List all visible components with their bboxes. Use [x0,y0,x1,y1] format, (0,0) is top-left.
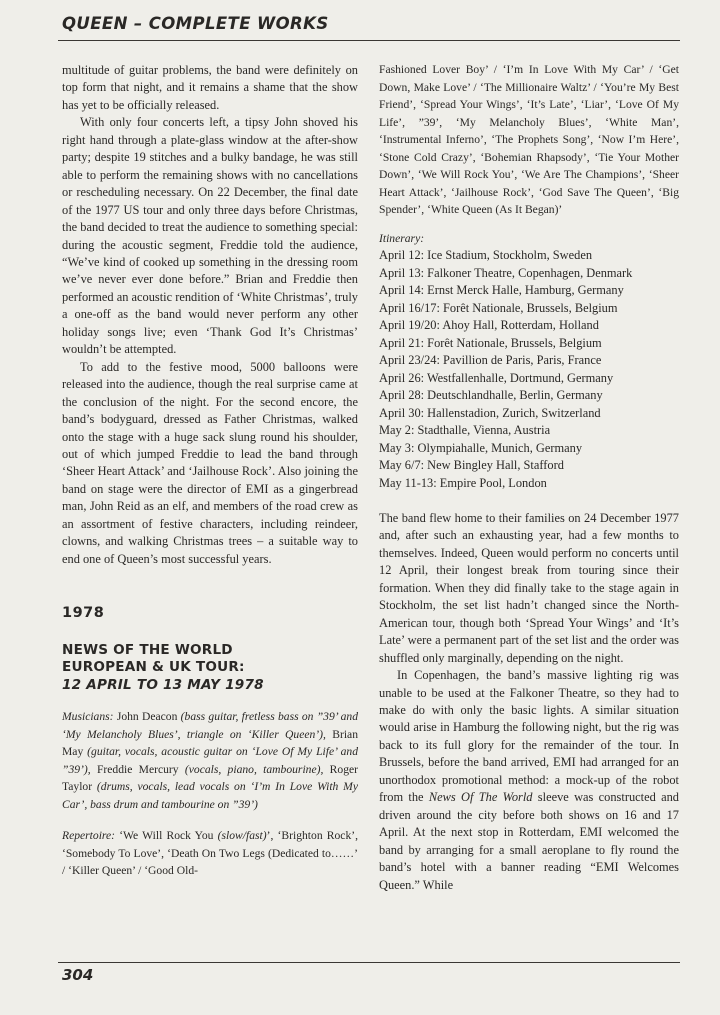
itinerary-item: April 30: Hallenstadion, Zurich, Switzerland [379,405,601,420]
repertoire-note: (slow/fast) [217,829,267,843]
left-column [62,62,358,880]
musicians-label: Musicians: [62,710,114,724]
itinerary-item: May 3: Olympiahalle, Munich, Germany [379,440,583,455]
itinerary-item: April 21: Forêt Nationale, Brussels, Belgium [379,335,602,350]
itinerary-item: April 16/17: Forêt Nationale, Brussels, Belgium [379,300,618,315]
musician-role: (bass guitar, fretless bass on ”39’ and ‘My Melancholy Blues’, triangle on ‘Killer Queen’), [62,710,358,741]
album-title: News Of The World [428,790,533,805]
itinerary-list [379,247,679,492]
musician-role: (drums, vocals, lead vocals on ‘I’m In Love With My Car’, bass drum and tambourine on ”39’) [62,780,358,811]
repertoire [62,827,358,880]
body-paragraph: With only four concerts left, a tipsy John shoved his right hand through a plate-glass window at the after-show party; despite 19 stitches and a bulky bandage, he was still able to perform the remaining shows with no cancellations or rescheduling necessary. On 22 December, the final date of the 1977 US tour and only three days before Christmas, the band decided to treat the audience to something special: during the acoustic segment, Freddie told the audience, “We’ve kind of cooked up something in the dressing room we’ve never ever done before.” Brian and Freddie then performed an acoustic rendition of ‘White Christmas’, truly a one-off as the band would never perform any other holiday songs live; even ‘Thank God It’s Christmas’ wouldn’t be attempted. [62,115,358,357]
musician-role: (guitar, vocals, acoustic guitar on ‘Love Of My Life’ and ”39’), [62,745,358,776]
body-paragraph: To add to the festive mood, 5000 balloons were released into the audience, though the real surprise came at the conclusion of the night. For the second encore, the band’s bodyguard, dressed as Father Christmas, walked onto the stage with a huge sack slung round his shoulder, out of which jumped Freddie to lead the band through ‘Sheer Heart Attack’ and ‘Jailhouse Rock’. Also joining the band on stage were the director of EMI as a gingerbread man, John Reid as an elf, and members of the road crew as an assortment of festive characters, including reindeer, clowns, and walking Christmas trees – a suitable way to end one of Queen’s most successful years. [62,359,358,566]
musician-name: John Deacon [116,710,178,724]
page-number: 304 [62,966,94,984]
repertoire-text: ’, ‘Brighton Rock’, ‘Somebody To Love’, ‘Death On Two Legs (Dedicated to……’ / ‘Killer Queen’ / ‘Good Old- [62,829,359,878]
itinerary-item: April 19/20: Ahoy Hall, Rotterdam, Holland [379,318,599,332]
tour-heading [62,642,358,695]
body-paragraph [379,667,679,894]
musician-name: Brian May [62,727,358,759]
repertoire-continued: Fashioned Lover Boy’ / ‘I’m In Love With My Car’ / ‘Get Down, Make Love’ / ‘The Millionaire Waltz’ / ‘You’re My Best Friend’, ‘Spread Your Wings’, ‘It’s Late’, ‘Liar’, ‘Love Of My Life’, ”39’, ‘My Melancholy Blues’, ‘White Man’, ‘Instrumental Inferno’, ‘The Prophets Song’, ‘Now I’m Here’, ‘Stone Cold Crazy’, ‘Bohemian Rhapsody’, ‘Tie Your Mother Down’, ‘We Will Rock You’, ‘We Are The Champions’, ‘Sheer Heart Attack’, ‘Jailhouse Rock’, ‘God Save The Queen’, ‘Big Spender’, ‘White Queen (As It Began)’ [379,63,679,216]
body-paragraph: multitude of guitar problems, the band were definitely on top form that night, and it remains a shame that the show has yet to be officially released. [62,63,358,112]
tour-title-line: EUROPEAN & UK TOUR: [62,659,245,676]
musicians-credits [62,708,358,813]
body-text: sleeve was constructed and driven around the city before both shows on 16 and 17 April. At the next stop in Rotterdam, EMI welcomed the band by arranging for a small aeroplane to fly round the band’s hotel with a banner reading “EMI Welcomes Queen.” While [379,790,679,892]
itinerary-item: April 14: Ernst Merck Halle, Hamburg, Germany [379,283,624,297]
repertoire-text: ‘We Will Rock You [119,829,214,843]
itinerary-item: April 26: Westfallenhalle, Dortmund, Germany [379,370,614,385]
repertoire-label: Repertoire: [62,829,116,843]
body-text: In Copenhagen, the band’s massive lighting rig was unable to be used at the Falkoner Theatre, so they had to make do with only the basic lights. A similar situation would arise in Hamburg the following night, but the rig was back to its full glory for the remainder of the tour. In Brussels, before the band arrived, EMI had arranged for an unorthodox promotional method: a mock-up of the robot from the [379,668,679,805]
header-rule [58,40,680,41]
itinerary-item: May 6/7: New Bingley Hall, Stafford [379,458,564,472]
itinerary-label: Itinerary: [379,231,425,245]
right-column [379,61,679,894]
body-paragraph: The band flew home to their families on 24 December 1977 and, after such an exhausting year, had a few months to themselves. Indeed, Queen would perform no concerts until 12 April, their longest break from touring since their formation. When they did finally take to the stage again in Stockholm, the set list hadn’t changed since the North-American tour, though both ‘Spread Your Wings’ and ‘It’s Late’ were a permanent part of the set list and the order was shuffled only marginally, depending on the night. [379,511,679,665]
running-title: QUEEN – COMPLETE WORKS [62,14,329,33]
musician-name: Freddie Mercury [96,762,179,776]
itinerary-item: May 11-13: Empire Pool, London [379,475,547,490]
itinerary-item: April 28: Deutschlandhalle, Berlin, Germany [379,388,603,402]
year-heading: 1978 [62,605,105,622]
itinerary-item: April 12: Ice Stadium, Stockholm, Sweden [379,248,593,262]
musician-role: (vocals, piano, tambourine), [184,762,324,776]
musician-name: Roger Taylor [62,762,359,794]
itinerary-item: April 23/24: Pavillion de Paris, Paris, France [379,353,602,367]
footer-rule [58,962,680,963]
itinerary-item: April 13: Falkoner Theatre, Copenhagen, Denmark [379,265,633,280]
itinerary-item: May 2: Stadthalle, Vienna, Austria [379,423,551,437]
tour-dates: 12 APRIL TO 13 MAY 1978 [62,676,264,693]
tour-title-line: NEWS OF THE WORLD [62,641,233,658]
